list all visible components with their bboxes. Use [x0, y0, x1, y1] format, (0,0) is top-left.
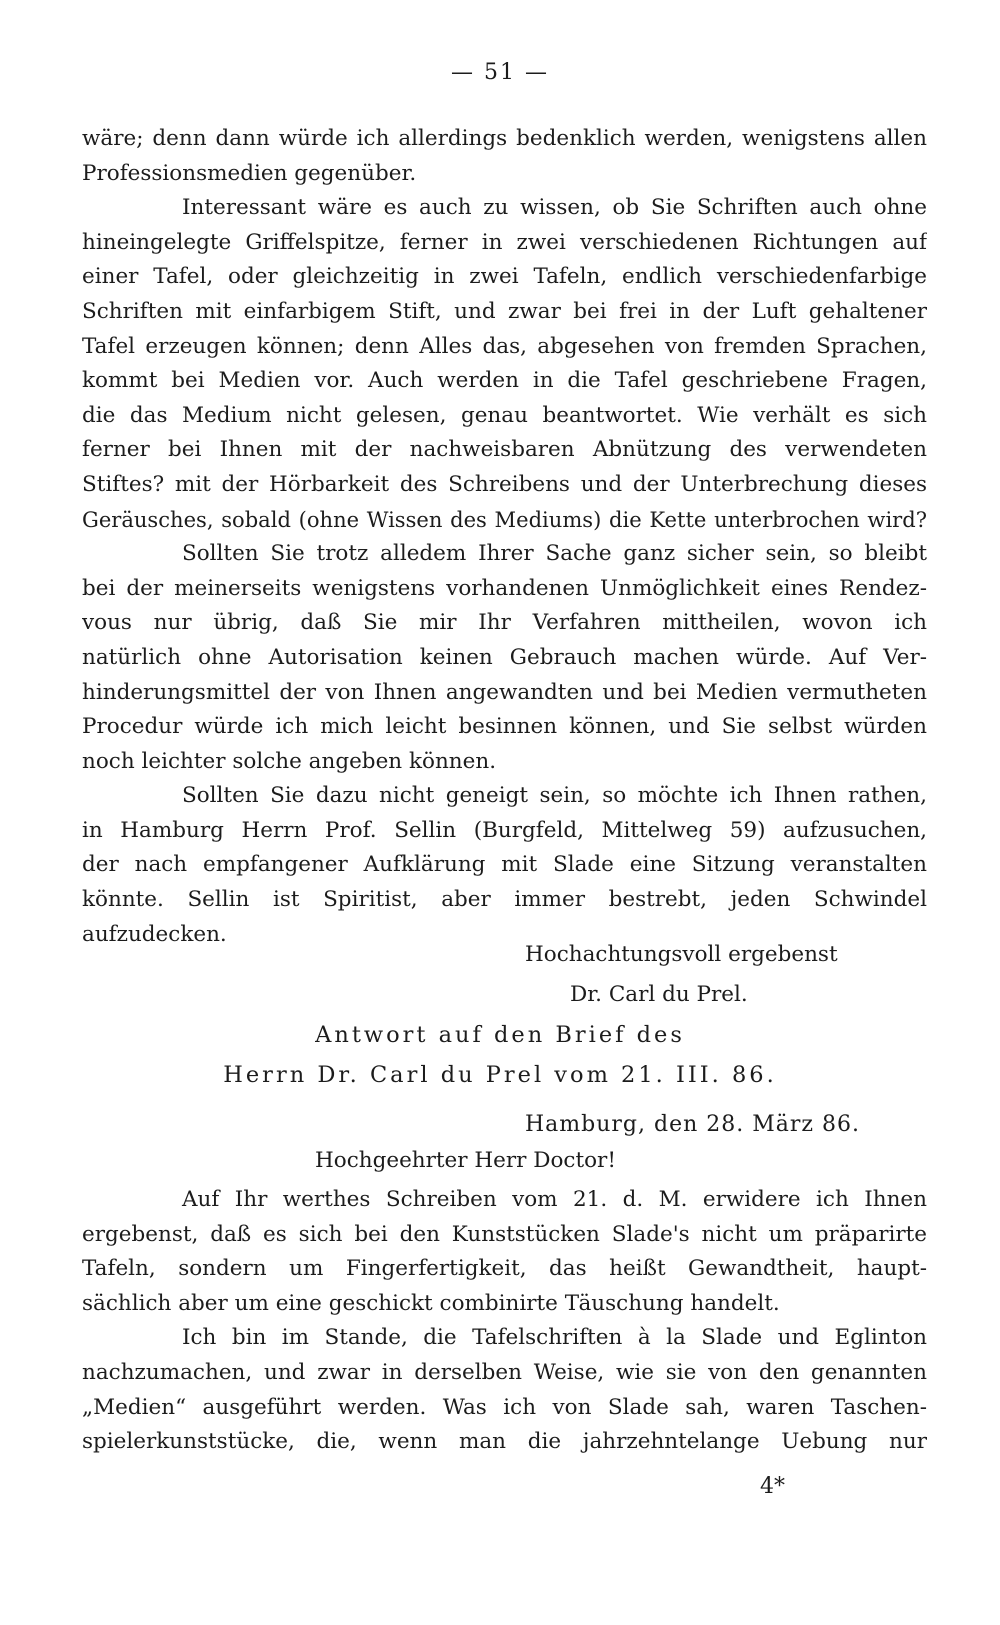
text-line: Interessant wäre es auch zu wissen, ob Sie Schriften auch ohne: [182, 195, 927, 221]
letter-body-continued: [82, 122, 927, 952]
text-line: Schriften mit einfarbigem Stift, und zwar bei frei in der Luft gehaltener: [82, 298, 927, 324]
text-line: vous nur übrig, daß Sie mir Ihr Verfahren mittheilen, wovon ich: [82, 610, 927, 636]
text-line: könnte. Sellin ist Spiritist, aber immer bestrebt, jeden Schwindel: [82, 887, 927, 913]
text-line: ergebenst, daß es sich bei den Kunststücken Slade's nicht um präparirte: [82, 1221, 927, 1247]
letter-dateline: Hamburg, den 28. März 86.: [525, 1112, 860, 1137]
text-line: noch leichter solche angeben können.: [82, 748, 497, 774]
text-line: sächlich aber um eine geschickt combinirte Täuschung handelt.: [82, 1290, 780, 1316]
text-line: in Hamburg Herrn Prof. Sellin (Burgfeld, Mittelweg 59) aufzusuchen,: [82, 817, 927, 843]
text-line: Auf Ihr werthes Schreiben vom 21. d. M. erwidere ich Ihnen: [182, 1187, 927, 1212]
text-line: spielerkunststücke, die, wenn man die jahrzehntelange Uebung nur: [82, 1429, 927, 1455]
text-line: der nach empfangener Aufklärung mit Slade eine Sitzung veranstalten: [82, 852, 927, 878]
section-heading: Antwort auf den Brief des: [315, 1022, 685, 1048]
text-line: einer Tafel, oder gleichzeitig in zwei Tafeln, endlich verschiedenfarbige: [82, 264, 927, 290]
text-line: die das Medium nicht gelesen, genau beantwortet. Wie verhält es sich: [82, 402, 927, 428]
section-subheading: Herrn Dr. Carl du Prel vom 21. III. 86.: [223, 1062, 777, 1088]
text-line: aufzudecken.: [82, 921, 227, 947]
text-line: Professionsmedien gegenüber.: [82, 160, 417, 186]
text-line: Tafeln, sondern um Fingerfertigkeit, das heißt Gewandtheit, haupt-: [82, 1256, 927, 1282]
text-line: hinderungsmittel der von Ihnen angewandten und bei Medien vermutheten: [82, 679, 927, 705]
text-line: bei der meinerseits wenigstens vorhandenen Unmöglichkeit eines Rendez-: [82, 575, 927, 601]
text-line: Procedur würde ich mich leicht besinnen können, und Sie selbst würden: [82, 714, 927, 740]
text-line: Sollten Sie dazu nicht geneigt sein, so möchte ich Ihnen rathen,: [182, 783, 927, 809]
page-number: — 51 —: [451, 60, 549, 85]
letter-salutation: Hochgeehrter Herr Doctor!: [315, 1148, 616, 1173]
closing-regards: Hochachtungsvoll ergebenst: [525, 942, 838, 967]
text-line: hineingelegte Griffelspitze, ferner in zwei verschiedenen Richtungen auf: [82, 229, 927, 255]
reply-letter-body: [82, 1183, 927, 1460]
text-line: Tafel erzeugen können; denn Alles das, abgesehen von fremden Sprachen,: [82, 333, 927, 359]
text-line: „Medien“ ausgeführt werden. Was ich von Slade sah, waren Taschen-: [82, 1394, 927, 1420]
text-line: Sollten Sie trotz alledem Ihrer Sache ganz sicher sein, so bleibt: [182, 541, 927, 567]
text-line: Stiftes? mit der Hörbarkeit des Schreibens und der Unterbrechung dieses: [82, 471, 927, 497]
text-line: Geräusches, sobald (ohne Wissen des Mediums) die Kette unterbrochen wird?: [82, 506, 927, 532]
text-line: Ich bin im Stande, die Tafelschriften à la Slade und Eglinton: [182, 1325, 927, 1351]
text-line: nachzumachen, und zwar in derselben Weise, wie sie von den genannten: [82, 1359, 927, 1385]
text-line: kommt bei Medien vor. Auch werden in die Tafel geschriebene Fragen,: [82, 368, 927, 394]
text-line: ferner bei Ihnen mit der nachweisbaren Abnützung des verwendeten: [82, 437, 927, 463]
closing-signature: Dr. Carl du Prel.: [570, 982, 748, 1007]
printer-signature-mark: 4*: [760, 1474, 785, 1499]
text-line: wäre; denn dann würde ich allerdings bedenklich werden, wenigstens allen: [82, 126, 927, 151]
text-line: natürlich ohne Autorisation keinen Gebrauch machen würde. Auf Ver-: [82, 644, 927, 670]
